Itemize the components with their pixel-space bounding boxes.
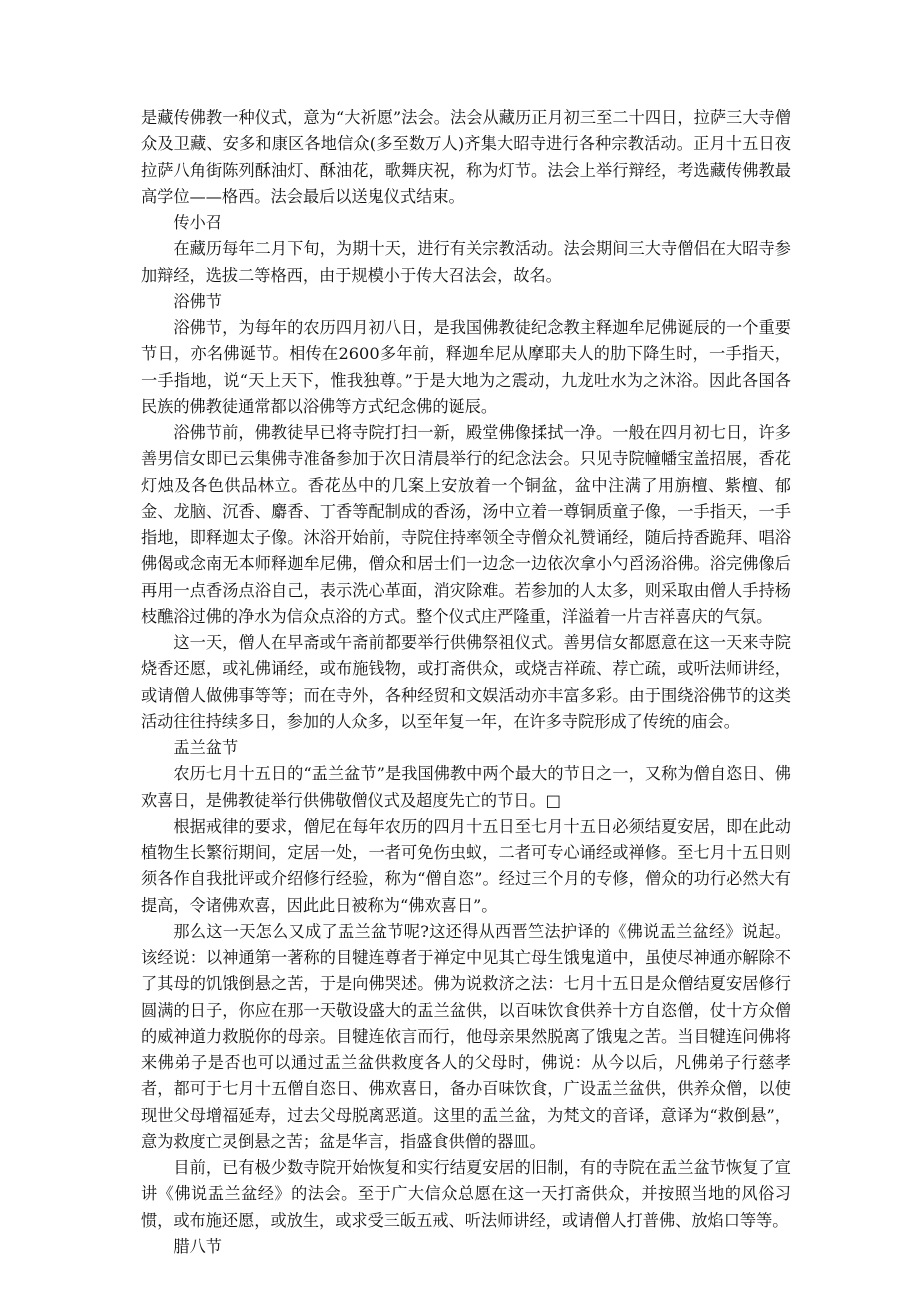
section-heading-ullambana-festival: 盂兰盆节 <box>173 738 239 757</box>
paragraph-bathing-buddha-activities: 这一天，僧人在早斋或午斋前都要举行供佛祭祖仪式。善男信女都愿意在这一天来寺院烧香还愿，或礼佛诵经，或布施钱物，或打斋供众，或烧吉祥疏、荐亡疏，或听法师讲经，或请僧人做佛事等等；而在寺外，各种经贸和文娱活动亦丰富多彩。由于围绕浴佛节的这类活动往往持续多日，参加的人众多，以至年复一年，在许多寺院形成了传统的庙会。 <box>141 633 791 731</box>
section-heading-bathing-buddha-festival: 浴佛节 <box>173 291 222 311</box>
section-heading-laba-festival: 腊八节 <box>173 1236 222 1256</box>
paragraph-bathing-buddha-origin: 浴佛节，为每年的农历四月初八日，是我国佛教徒纪念教主释迦牟尼佛诞辰的一个重要节日，亦名佛诞节。相传在2600多年前，释迦牟尼从摩耶夫人的肋下降生时，一手指天，一手指地，说“天上天下，惟我独尊。”于是大地为之震动，九龙吐水为之沐浴。因此各国各民族的佛教徒通常都以浴佛等方式纪念佛的诞辰。 <box>141 318 791 416</box>
section-heading-small-prayer-festival: 传小召 <box>173 213 222 232</box>
paragraph-ullambana-intro: 农历七月十五日的“盂兰盆节”是我国佛教中两个最大的节日之一，又称为僧自恣日、佛欢喜日，是佛教徒举行供佛敬僧仪式及超度先亡的节日。□ <box>141 764 791 810</box>
paragraph-ullambana-sutra-story: 那么这一天怎么又成了盂兰盆节呢?这还得从西晋竺法护译的《佛说盂兰盆经》说起。该经说：以神通第一著称的目犍连尊者于禅定中见其亡母生饿鬼道中，虽使尽神通亦解除不了其母的饥饿倒悬之苦，于是向佛哭述。佛为说救济之法：七月十五日是众僧结夏安居修行圆满的日子，你应在那一天敬设盛大的盂兰盆供，以百味饮食供养十方自恣僧，仗十方众僧的威神道力救脱你的母亲。目犍连依言而行，他母亲果然脱离了饿鬼之苦。当目犍连问佛将来佛弟子是否也可以通过盂兰盆供救度各人的父母时，佛说：从今以后，凡佛弟子行慈孝者，都可于七月十五僧自恣日、佛欢喜日，备办百味饮食，广设盂兰盆供，供养众僧，以使现世父母增福延寿，过去父母脱离恶道。这里的盂兰盆，为梵文的音译，意译为“救倒悬”，意为救度亡灵倒悬之苦；盆是华言，指盛食供僧的器皿。 <box>141 921 791 1151</box>
document-body <box>141 105 791 1260</box>
paragraph-bathing-buddha-ceremony: 浴佛节前，佛教徒早已将寺院打扫一新，殿堂佛像揉拭一净。一般在四月初七日，许多善男信女即已云集佛寺准备参加于次日清晨举行的纪念法会。只见寺院幢幡宝盖招展，香花灯烛及各色供品林立。香花丛中的几案上安放着一个铜盆，盆中注满了用旃檀、紫檀、郁金、龙脑、沉香、麝香、丁香等配制成的香汤，汤中立着一尊铜质童子像，一手指天，一手指地，即释迦太子像。沐浴开始前，寺院住持率领全寺僧众礼赞诵经，随后持香跪拜、唱浴佛偈或念南无本师释迦牟尼佛，僧众和居士们一边念一边依次拿小勺舀汤浴佛。浴完佛像后再用一点香汤点浴自己，表示洗心革面，消灾除难。若参加的人太多，则采取由僧人手持杨枝醮浴过佛的净水为信众点浴的方式。整个仪式庄严隆重，洋溢着一片吉祥喜庆的气氛。 <box>141 423 791 626</box>
paragraph-ullambana-retreat: 根据戒律的要求，僧尼在每年农历的四月十五日至七月十五日必须结夏安居，即在此动植物生长繁衍期间，定居一处，一者可免伤虫蚁，二者可专心诵经或禅修。至七月十五日则须各作自我批评或介绍修行经验，称为“僧自恣”。经过三个月的专修，僧众的功行必然大有提高，令诸佛欢喜，因此此日被称为“佛欢喜日”。 <box>141 816 791 915</box>
paragraph-ullambana-present-day: 目前，已有极少数寺院开始恢复和实行结夏安居的旧制，有的寺院在盂兰盆节恢复了宣讲《佛说盂兰盆经》的法会。至于广大信众总愿在这一天打斋供众，并按照当地的风俗习惯，或布施还愿，或放生，或求受三皈五戒、听法师讲经，或请僧人打普佛、放焰口等等。 <box>141 1158 791 1230</box>
paragraph-grand-prayer-festival-description: 是藏传佛教一种仪式，意为“大祈愿”法会。法会从藏历正月初三至二十四日，拉萨三大寺僧众及卫藏、安多和康区各地信众(多至数万人)齐集大昭寺进行各种宗教活动。正月十五日夜拉萨八角街陈列酥油灯、酥油花，歌舞庆祝，称为灯节。法会上举行辩经，考选藏传佛教最高学位——格西。法会最后以送鬼仪式结束。 <box>141 108 791 206</box>
paragraph-small-prayer-festival: 在藏历每年二月下旬，为期十天，进行有关宗教活动。法会期间三大寺僧侣在大昭寺参加辩经，选拔二等格西，由于规模小于传大召法会，故名。 <box>141 239 791 285</box>
